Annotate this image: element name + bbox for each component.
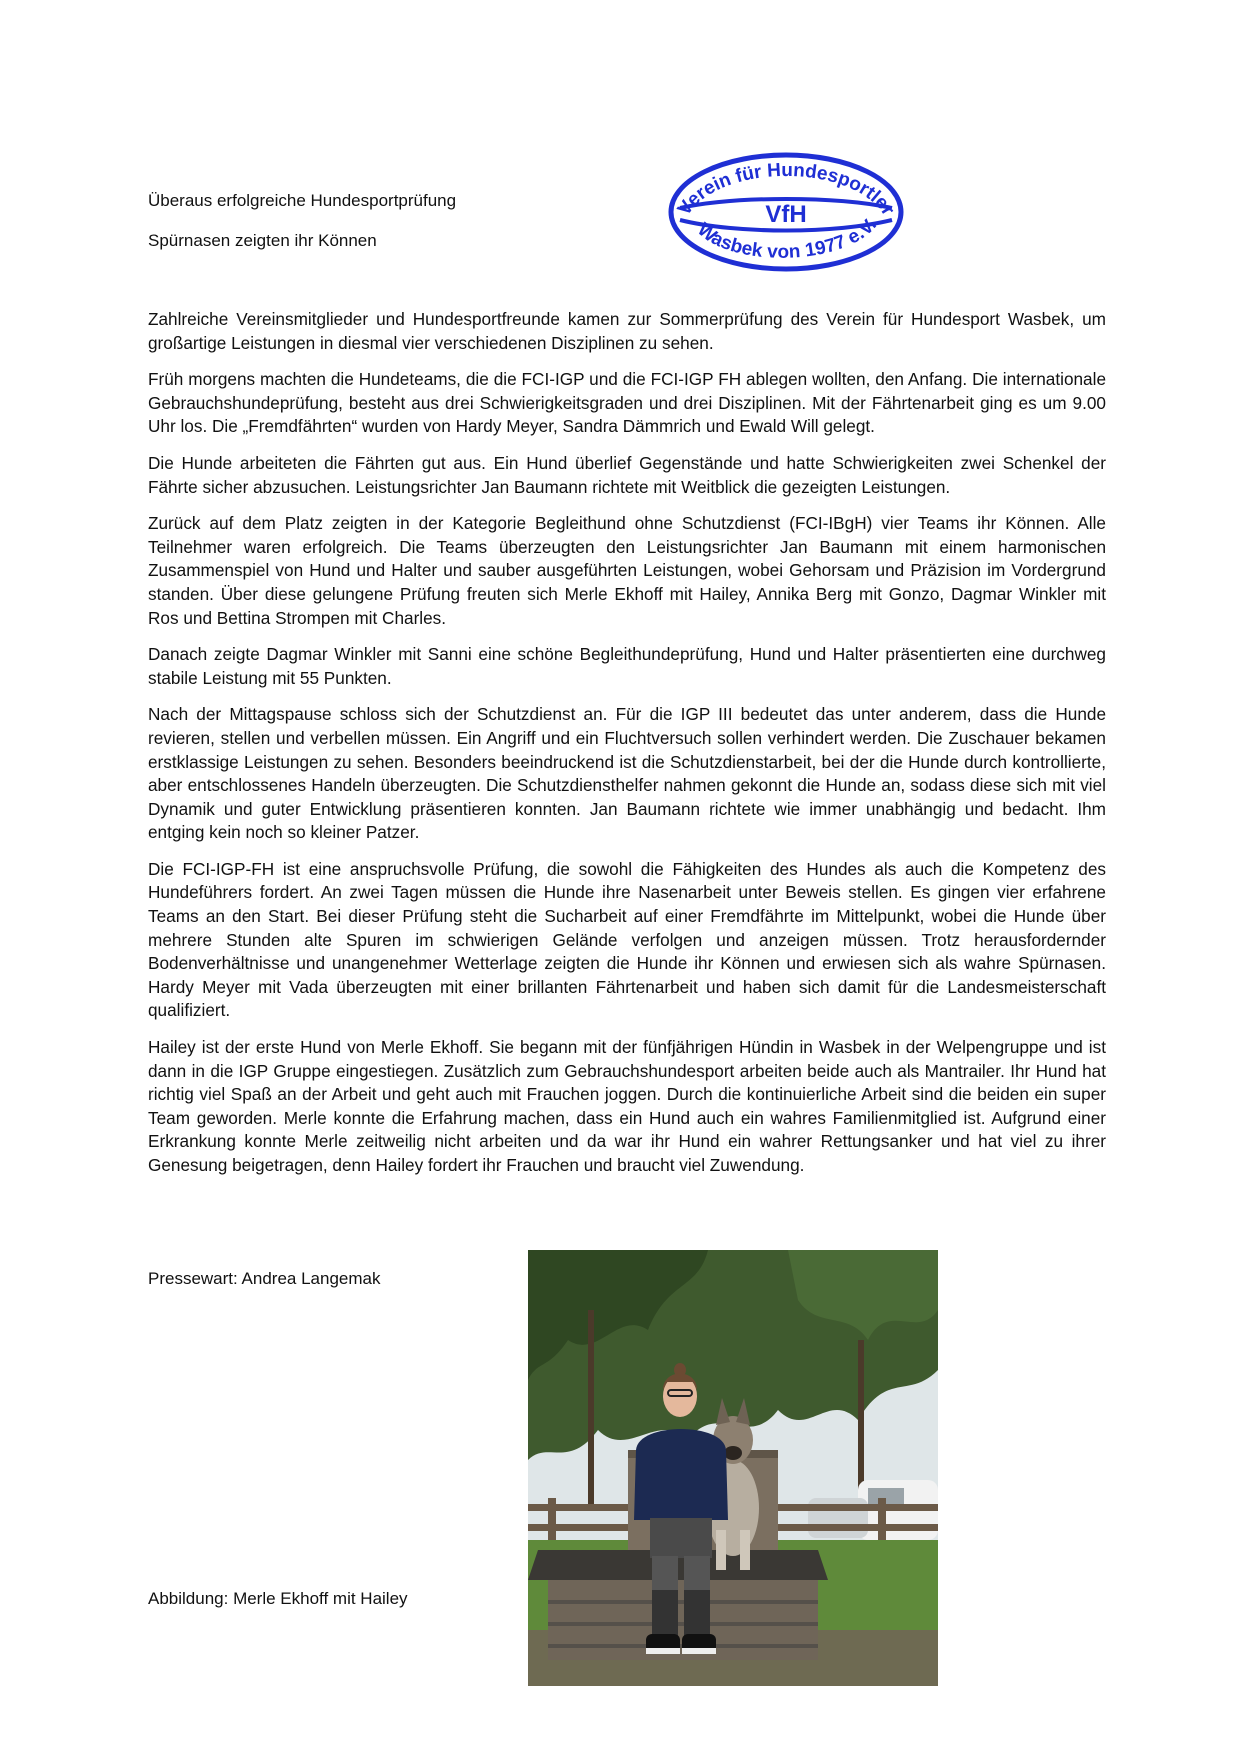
article-headline: Überaus erfolgreiche Hundesportprüfung — [148, 191, 457, 210]
article-body — [148, 308, 1106, 1191]
logo-arc-bottom-text: Wasbek von 1977 e.V. — [693, 214, 882, 263]
photo-caption: Abbildung: Merle Ekhoff mit Hailey — [148, 1589, 408, 1608]
article-paragraph: Früh morgens machten die Hundeteams, die die FCI-IGP und die FCI-IGP FH ablegen wollten, den Anfang. Die internationale Gebrauchshundeprüfung, besteht aus drei Schwierigkeitsgraden und drei Disziplinen. Mit der Fährtenarbeit ging es um 9.00 Uhr los. Die „Fremdfährten“ wurden von Hardy Meyer, Sandra Dämmrich und Ewald Will gelegt. — [148, 369, 1106, 437]
article-paragraph: Zurück auf dem Platz zeigten in der Kategorie Begleithund ohne Schutzdienst (FCI-IBgH) vier Teams ihr Können. Alle Teilnehmer waren erfolgreich. Die Teams überzeugten den Leistungsrichter Jan Baumann mit einem harmonischen Zusammenspiel von Hund und Halter und sauber ausgeführten Leistungen, wobei Gehorsam und Präzision im Vordergrund standen. Über diese gelungene Prüfung freuten sich Merle Ekhoff mit Hailey, Annika Berg mit Gonzo, Dagmar Winkler mit Ros und Bettina Strompen mit Charles. — [148, 513, 1106, 628]
press-officer: Pressewart: Andrea Langemak — [148, 1269, 381, 1288]
article-paragraph: Zahlreiche Vereinsmitglieder und Hundesportfreunde kamen zur Sommerprüfung des Verein für Hundesport Wasbek, um großartige Leistungen in diesmal vier verschiedenen Disziplinen zu sehen. — [148, 309, 1106, 353]
article-paragraph: Die Hunde arbeiteten die Fährten gut aus. Ein Hund überlief Gegenstände und hatte Schwierigkeiten zwei Schenkel der Fährte sicher abzusuchen. Leistungsrichter Jan Baumann richtete mit Weitblick die gezeigten Leistungen. — [148, 452, 1106, 497]
club-logo — [666, 150, 906, 274]
logo-center-text: VfH — [765, 201, 807, 228]
article-paragraph: Hailey ist der erste Hund von Merle Ekhoff. Sie begann mit der fünfjährigen Hündin in Wasbek in der Welpengruppe und ist dann in die IGP Gruppe eingestiegen. Zusätzlich zum Gebrauchshundesport arbeiten beide auch als Mantrailer. Ihr Hund hat richtig viel Spaß an der Arbeit und geht auch mit Frauchen joggen. Durch die kontinuierliche Arbeit sind die beiden ein super Team geworden. Merle konnte die Erfahrung machen, dass ein Hund auch ein wahres Familienmitglied ist. Aufgrund einer Erkrankung konnte Merle zeitweilig nicht arbeiten und da war ihr Hund ein wahrer Rettungsanker und hat viel zu ihrer Genesung beigetragen, denn Hailey fordert ihr Frauchen und braucht viel Zuwendung. — [148, 1037, 1106, 1175]
article-paragraph: Nach der Mittagspause schloss sich der Schutzdienst an. Für die IGP III bedeutet das unter anderem, dass die Hunde revieren, stellen und verbellen müssen. Ein Angriff und ein Fluchtversuch sollen verhindert werden. Die Zuschauer bekamen erstklassige Leistungen zu sehen. Besonders beeindruckend ist die Schutzdienstarbeit, bei der die Hunde durch kontrollierte, aber entschlossenes Handeln überzeugten. Die Schutzdiensthelfer nahmen gekonnt die Hunde an, sodass diese sich mit viel Dynamik und guter Entwicklung präsentieren konnten. Jan Baumann richtete wie immer unabhängig und bedacht. Ihm entging kein noch so kleiner Patzer. — [148, 704, 1106, 843]
article-paragraph: Danach zeigte Dagmar Winkler mit Sanni eine schöne Begleithundeprüfung, Hund und Halter präsentierten eine durchweg stabile Leistung mit 55 Punkten. — [148, 644, 1106, 688]
article-subheadline: Spürnasen zeigten ihr Können — [148, 231, 377, 250]
photo-woman-with-dog — [528, 1250, 938, 1686]
logo-arc-top-text: Verein für Hundesportler — [673, 159, 899, 220]
article-paragraph: Die FCI-IGP-FH ist eine anspruchsvolle Prüfung, die sowohl die Fähigkeiten des Hundes als auch die Kompetenz des Hundeführers fordert. An zwei Tagen müssen die Hunde ihre Nasenarbeit unter Beweis stellen. Es gingen vier erfahrene Teams an den Start. Bei dieser Prüfung steht die Sucharbeit auf einer Fremdfährte im Mittelpunkt, wobei die Hunde über mehrere Stunden alte Spuren im schwierigen Gelände verfolgen und anzeigen müssen. Trotz herausfordernder Bodenverhältnisse und unangenehmer Wetterlage zeigten die Hunde ihr Können und erwiesen sich als wahre Spürnasen. Hardy Meyer mit Vada überzeugten mit einer brillanten Fährtenarbeit und haben sich damit für die Landesmeisterschaft qualifiziert. — [148, 858, 1106, 1021]
